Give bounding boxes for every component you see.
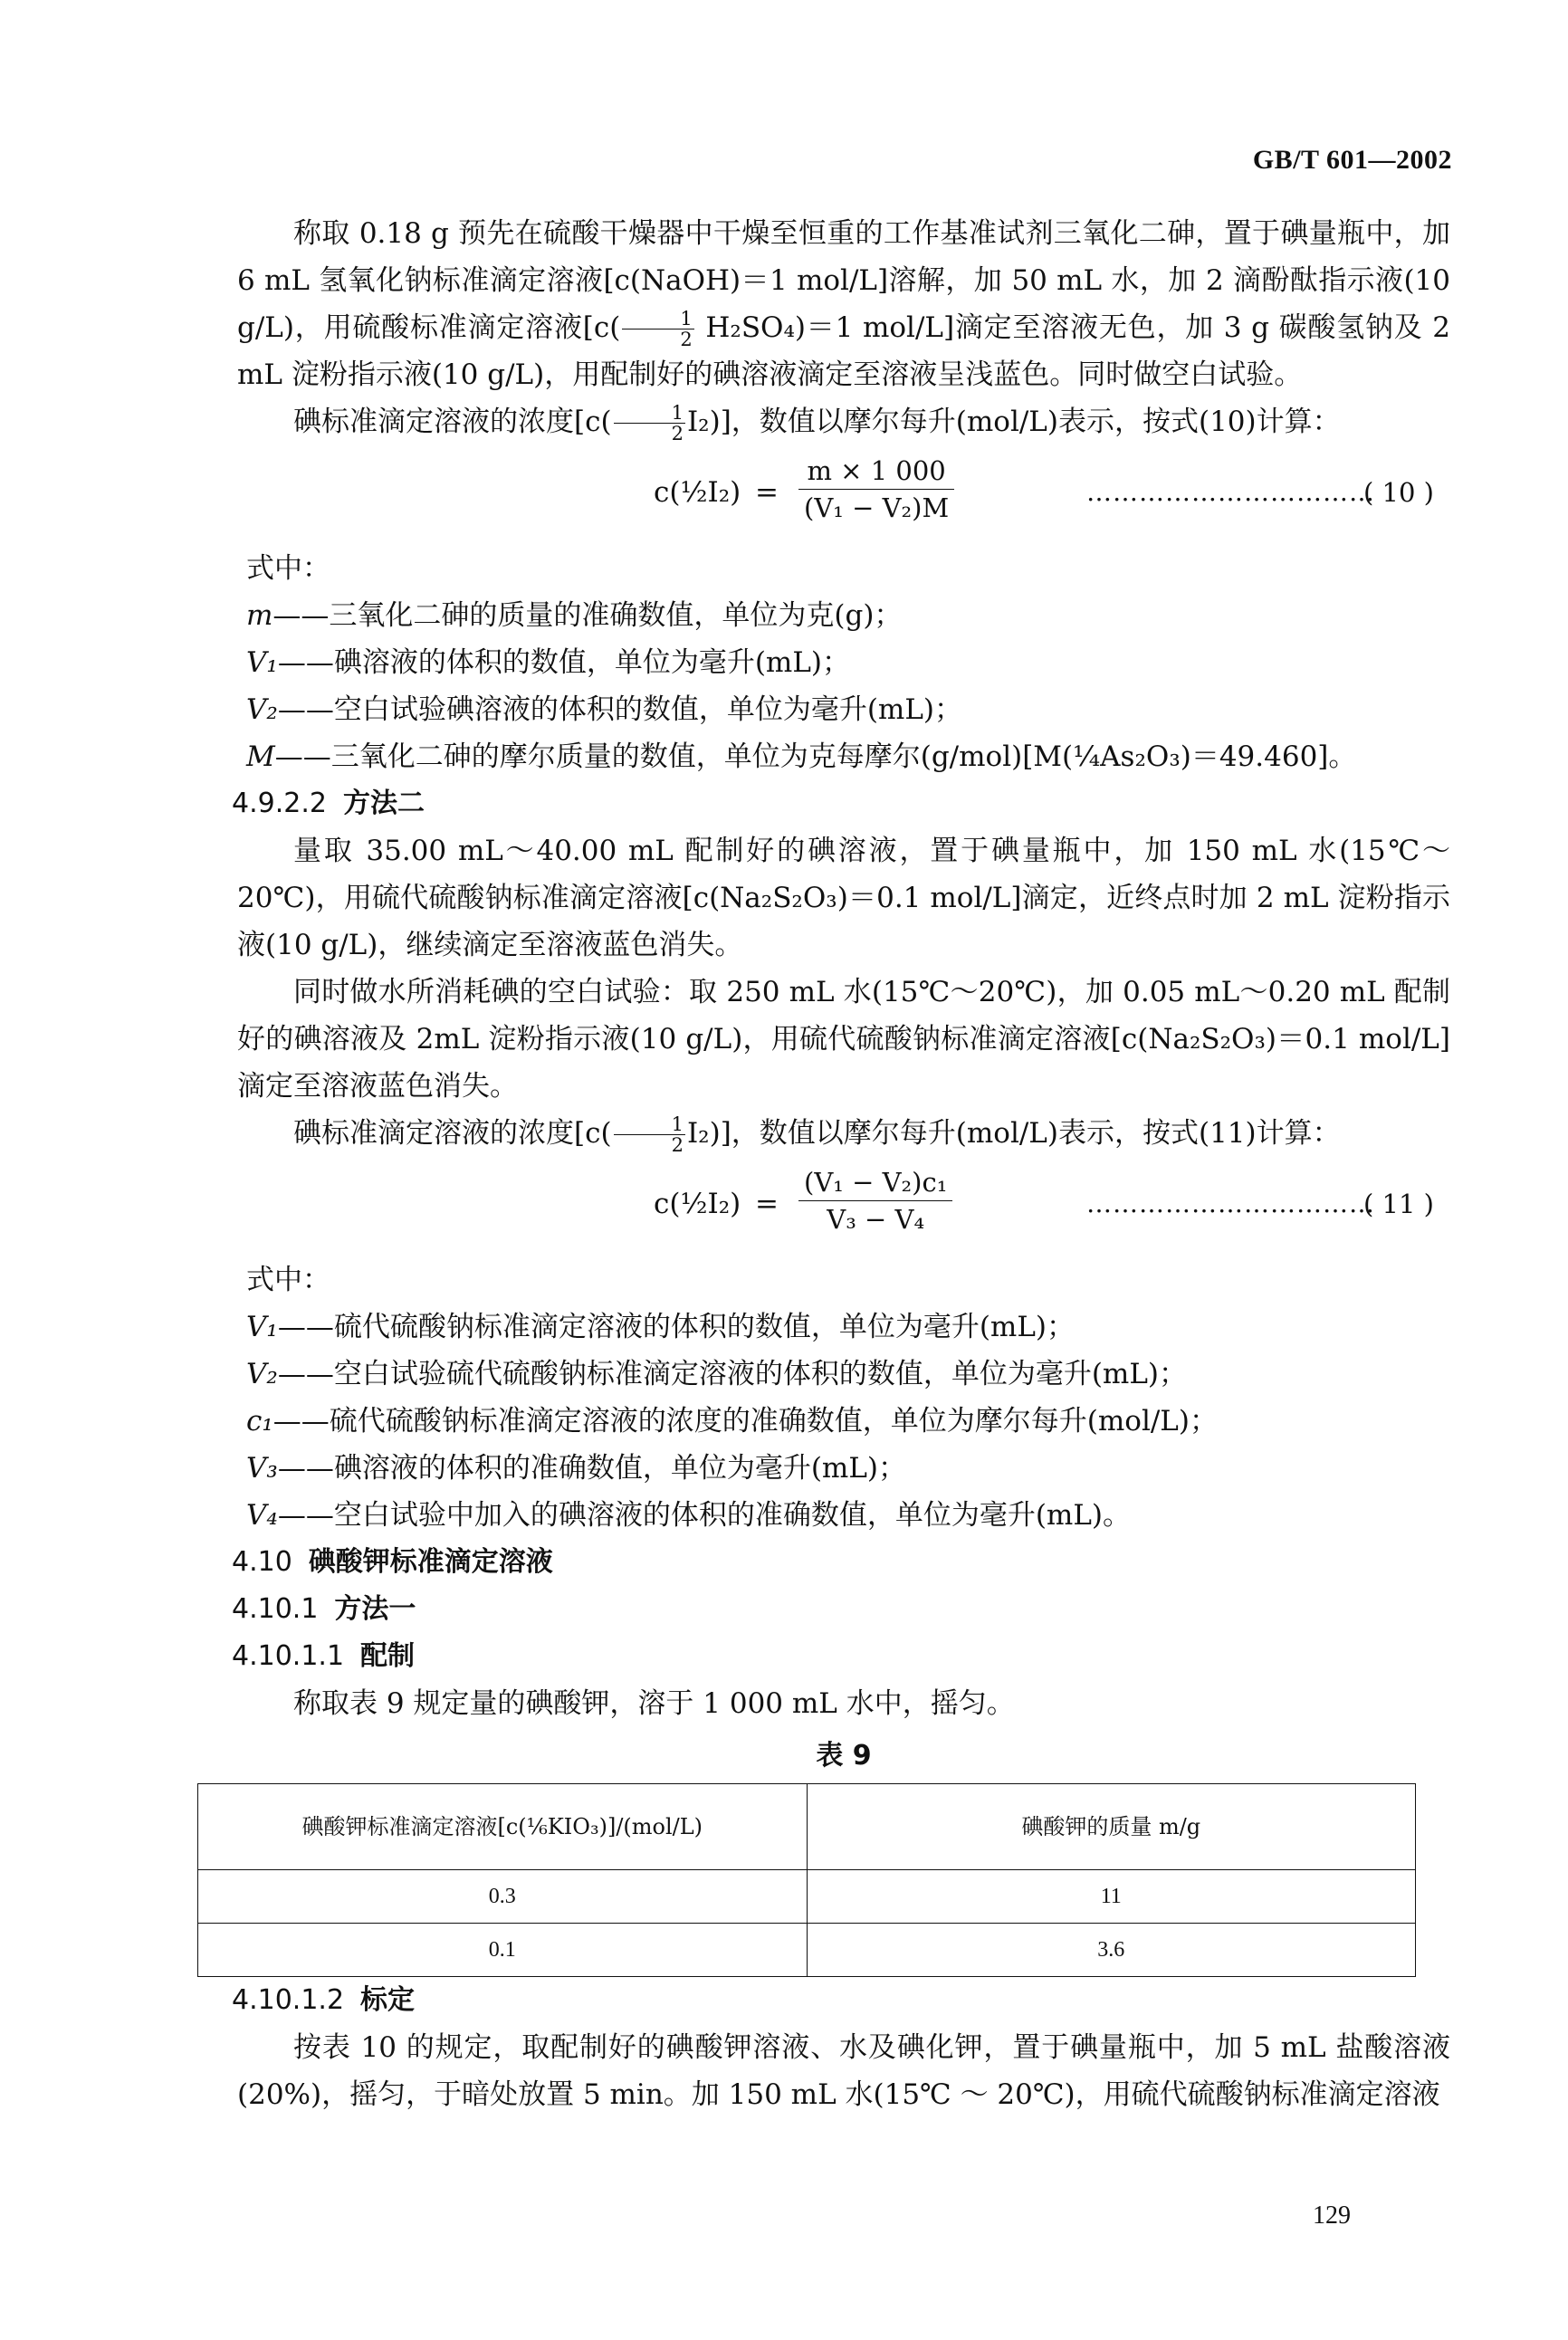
leader-dots: …………………………… xyxy=(1086,1189,1375,1218)
formula-10 xyxy=(237,451,1450,538)
paragraph-method-one-procedure xyxy=(237,210,1450,398)
table-9 xyxy=(197,1783,1416,1977)
legend-item: V₂——空白试验硫代硫酸钠标准滴定溶液的体积的数值，单位为毫升(mL)； xyxy=(246,1358,1187,1390)
legend-item: M——三氧化二砷的摩尔质量的数值，单位为克每摩尔(g/mol)[M(¼As₂O₃)＝49.460]。 xyxy=(246,740,1357,773)
fraction: $\frac{1}{2}$ xyxy=(614,403,685,444)
paragraph-method-two-procedure: 量取 35.00 mL～40.00 mL 配制好的碘溶液，置于碘量瓶中，加 150 mL 水(15℃～20℃)，用硫代硫酸钠标准滴定溶液[c(Na₂S₂O₃)＝0.1 mol/L]滴定，近终点时加 2 mL 淀粉指示液(10 g/L)，继续滴定至溶液蓝色消失。 xyxy=(237,835,1450,961)
legend-item: V₁——碘溶液的体积的数值，单位为毫升(mL)； xyxy=(246,646,850,679)
paragraph-preparation: 称取表 9 规定量的碘酸钾，溶于 1 000 mL 水中，摇匀。 xyxy=(293,1687,1015,1720)
section-heading-4-10-1-2: 4.10.1.2 标定 xyxy=(232,1984,416,2016)
formula-denominator: (V₁ − V₂)M xyxy=(804,492,950,523)
formula-fraction xyxy=(798,453,954,526)
paragraph-calibration: 按表 10 的规定，取配制好的碘酸钾溶液、水及碘化钾，置于碘量瓶中，加 5 mL 盐酸溶液(20%)，摇匀，于暗处放置 5 min。加 150 mL 水(15℃ ～ 20℃)，用硫代硫酸钠标准滴定溶液 xyxy=(237,2031,1450,2111)
section-heading-4-9-2-2: 4.9.2.2 方法二 xyxy=(232,788,425,819)
formula-denominator: V₃ − V₄ xyxy=(827,1204,925,1235)
legend-item: V₄——空白试验中加入的碘溶液的体积的准确数值，单位为毫升(mL)。 xyxy=(246,1499,1131,1532)
where-label: 式中： xyxy=(246,1264,330,1296)
page-number: 129 xyxy=(1313,2202,1351,2230)
formula-number: ( 10 ) xyxy=(1363,477,1434,508)
formula-11 xyxy=(237,1162,1450,1249)
table-cell: 0.1 xyxy=(198,1924,808,1977)
paragraph-concentration-intro-2: 碘标准滴定溶液的浓度[c( $\frac{1}{2}$ I₂)]，数值以摩尔每升(mol/L)表示，按式(11)计算： xyxy=(293,1113,1341,1156)
table-title: 表 9 xyxy=(816,1740,872,1772)
standard-number: GB/T 601—2002 xyxy=(1252,145,1452,175)
table-header-cell: 碘酸钾标准滴定溶液[c(⅙KIO₃)]/(mol/L) xyxy=(198,1784,808,1870)
table-cell: 3.6 xyxy=(807,1924,1416,1977)
legend-item: V₁——硫代硫酸钠标准滴定溶液的体积的数值，单位为毫升(mL)； xyxy=(246,1311,1075,1343)
formula-numerator: (V₁ − V₂)c₁ xyxy=(798,1164,952,1201)
formula-equals: = xyxy=(755,1188,779,1220)
variable-legend-2 xyxy=(237,1304,1450,1539)
table-row xyxy=(198,1870,1416,1924)
legend-item: c₁——硫代硫酸钠标准滴定溶液的浓度的准确数值，单位为摩尔每升(mol/L)； xyxy=(246,1405,1218,1437)
legend-item: m——三氧化二砷的质量的准确数值，单位为克(g)； xyxy=(246,599,903,632)
section-heading-4-10-1: 4.10.1 方法一 xyxy=(232,1593,416,1625)
fraction: $\frac{1}{2}$ xyxy=(622,309,693,349)
formula-fraction xyxy=(798,1164,952,1237)
table-header-cell: 碘酸钾的质量 m/g xyxy=(807,1784,1416,1870)
variable-legend-1 xyxy=(237,592,1450,780)
page-content xyxy=(232,210,1450,2118)
formula-lhs: c(½I₂) xyxy=(654,476,741,509)
table-row xyxy=(198,1924,1416,1977)
legend-item: V₂——空白试验碘溶液的体积的数值，单位为毫升(mL)； xyxy=(246,693,962,726)
table-cell: 11 xyxy=(807,1870,1416,1924)
paragraph-text: H₂SO₄)＝1 mol/L]滴定至溶液无色，加 3 g 碳酸氢钠及 2 mL 淀粉指示液(10 g/L)，用配制好的碘溶液滴定至溶液呈浅蓝色。同时做空白试验。 xyxy=(237,311,1450,391)
where-label: 式中： xyxy=(246,552,330,585)
section-heading-4-10-1-1: 4.10.1.1 配制 xyxy=(232,1640,416,1672)
paragraph-text: 称取 0.18 g 预先在硫酸干燥器中干燥至恒重的工作基准试剂三氧化二砷，置于碘量瓶中，加 6 mL 氢氧化钠标准滴定溶液[c(NaOH)＝1 mol/L]溶解，加 50 mL 水，加 2 滴酚酞指示液(10 g/L)，用硫酸标准滴定溶液[c( xyxy=(237,217,1450,344)
leader-dots: …………………………… xyxy=(1086,477,1375,507)
table-cell: 0.3 xyxy=(198,1870,808,1924)
formula-numerator: m × 1 000 xyxy=(798,453,954,490)
formula-number: ( 11 ) xyxy=(1363,1189,1434,1219)
section-heading-4-10: 4.10 碘酸钾标准滴定溶液 xyxy=(232,1546,553,1578)
table-header-row xyxy=(198,1784,1416,1870)
fraction: $\frac{1}{2}$ xyxy=(614,1114,685,1155)
formula-lhs: c(½I₂) xyxy=(654,1188,741,1220)
paragraph-blank-test: 同时做水所消耗碘的空白试验：取 250 mL 水(15℃～20℃)，加 0.05 mL～0.20 mL 配制好的碘溶液及 2mL 淀粉指示液(10 g/L)，用硫代硫酸钠标准滴定溶液[c(Na₂S₂O₃)＝0.1 mol/L]滴定至溶液蓝色消失。 xyxy=(237,976,1450,1103)
formula-equals: = xyxy=(755,476,779,509)
paragraph-concentration-intro: 碘标准滴定溶液的浓度[c( $\frac{1}{2}$ I₂)]，数值以摩尔每升(mol/L)表示，按式(10)计算： xyxy=(293,402,1341,444)
legend-item: V₃——碘溶液的体积的准确数值，单位为毫升(mL)； xyxy=(246,1452,906,1485)
